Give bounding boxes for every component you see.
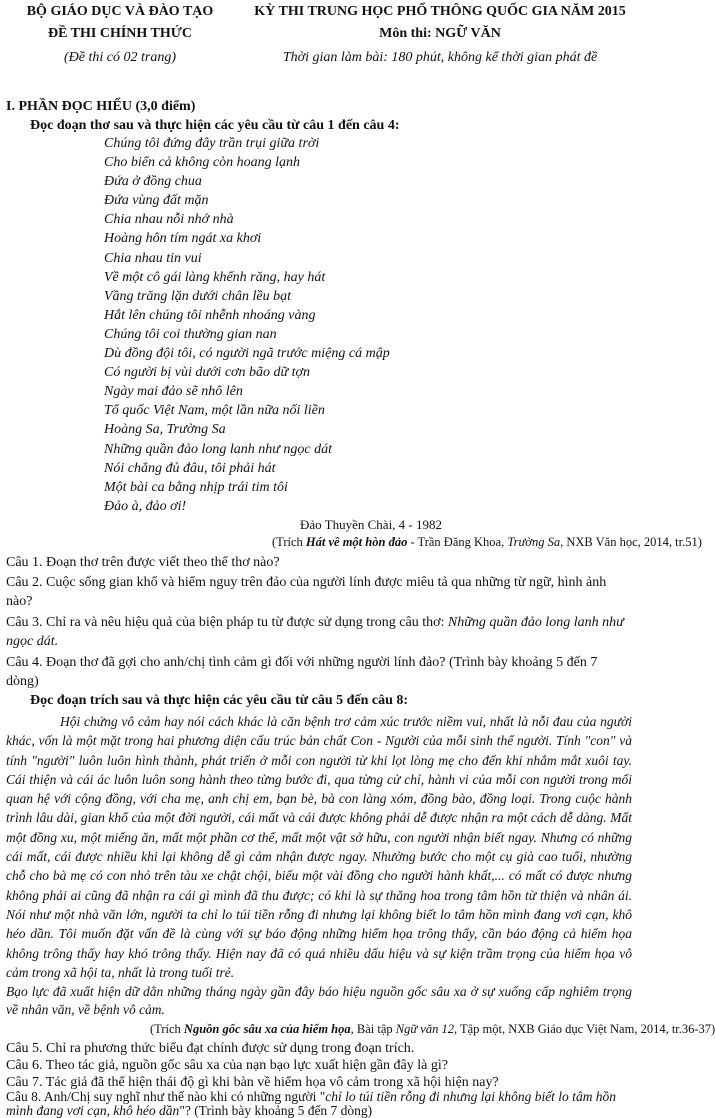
question-6: Câu 6. Theo tác giả, nguồn gốc sâu xa của nạn bạo lực xuất hiện gần đây là gì? — [6, 1058, 448, 1073]
poem-line: Hoàng Sa, Trường Sa — [104, 422, 226, 438]
poem-line: Chúng tôi đứng đây trần trụi giữa trời — [104, 136, 320, 151]
question-2: Câu 2. Cuộc sống gian khổ và hiểm nguy trên đảo của người lính được miêu tả qua những từ ngữ, hình ảnh nào? — [6, 575, 607, 609]
prose-paragraph-1: Hội chứng vô cảm hay nói cách khác là căn bệnh trơ cảm xúc trước niềm vui, nhất là nỗi đau của người khác, vốn là một mặt trong hai phương diện cấu trúc bản chất Con - Người của mỗi sinh thể người. Tính "con" và tính "người" luôn luôn hình thành, phát triển ở mỗi con người từ khi lọt lòng mẹ cho đến khi nhắm mắt xuôi tay. Cái thiện và cái ác luôn luôn song hành theo từng bước đi, qua từng cử chỉ, hành vi của mỗi con người trong mối quan hệ với cộng đồng, với cha mẹ, anh chị em, bạn bè, bà con làng xóm, đồng bào, đồng loại. Trong cuộc hành trình lâu dài, gian khổ của một đời người, cái mất và cái được không phải dễ được nhận ra một cách dễ dàng. Mất một đồng xu, một miếng ăn, mất một phần cơ thể, mất một vật sở hữu, con người nhận biết ngay. Nhưng có những cái mất, cái được nhiều khi lại không dễ gì cảm nhận được ngay. Nhường bước cho một cụ già cao tuổi, nhường chỗ cho bà mẹ có con nhỏ trên tàu xe chật chội, biếu một vài đồng cho người hành khất,... có mất có được nhưng không phải ai cũng đã nhận ra cái gì mình đã thu được; có khi là sự thăng hoa trong tâm hồn từ thiện và nhân ái. Nói như một nhà văn lớn, người ta chỉ lo túi tiền rỗng đi nhưng lại không biết lo tâm hồn mình đang vơi cạn, khô héo dần. Tôi muốn đặt vấn đề là cùng với sự báo động những hiểm họa trông thấy, cần báo động cả hiểm họa không trông thấy hay khó trông thấy. Hiện nay đã có quá nhiều dấu hiệu và sự kiện trầm trọng của hiểm họa vô cảm trong xã hội ta, nhất là trong tuổi trẻ. — [6, 714, 632, 980]
question-3: Câu 3. Chỉ ra và nêu hiệu quả của biện pháp tu từ được sử dụng trong câu thơ: Những quần đảo long lanh như ngọc dát. — [6, 615, 624, 649]
question-4: Câu 4. Đoạn thơ đã gợi cho anh/chị tình cảm gì đối với những người lính đảo? (Trình bày khoảng 5 đến 7 dòng) — [6, 655, 598, 689]
poem-instruction: Đọc đoạn thơ sau và thực hiện các yêu cầu từ câu 1 đến câu 4: — [30, 118, 400, 133]
prose-instruction: Đọc đoạn trích sau và thực hiện các yêu cầu từ câu 5 đến câu 8: — [30, 693, 409, 708]
prose-paragraph-2: Bạo lực đã xuất hiện dữ dằn những tháng ngày gần đây báo hiệu nguồn gốc sâu xa ở sự xuống cấp nghiêm trọng về nhân văn, về bệnh vô cảm. — [6, 984, 632, 1017]
poem-line: Nói chẳng đủ đâu, tôi phải hát — [104, 460, 276, 476]
poem-line: Một bài ca bằng nhịp trái tim tôi — [104, 479, 288, 495]
poem-line: Hắt lên chúng tôi nhễnh nhoáng vàng — [104, 307, 316, 323]
poem-line: Chia nhau tin vui — [104, 250, 202, 266]
header-left — [0, 4, 240, 70]
header-right — [240, 4, 640, 70]
poem-line: Đứa ở đồng chua — [104, 174, 202, 190]
question-7: Câu 7. Tác giả đã thể hiện thái độ gì khi bàn về hiểm họa vô cảm trong xã hội hiện nay? — [6, 1075, 499, 1090]
poem-line: Tổ quốc Việt Nam, một lần nữa nối liền — [104, 403, 325, 419]
question-1: Câu 1. Đoạn thơ trên được viết theo thể thơ nào? — [6, 555, 280, 570]
prose-citation: (Trích Nguồn gốc sâu xa của hiểm họa, Bài tập Ngữ văn 12, Tập một, NXB Giáo dục Việt Nam, 2014, tr.36-37) — [150, 1022, 715, 1036]
poem-line: Hoàng hôn tím ngát xa khơi — [104, 231, 262, 247]
question-5: Câu 5. Chỉ ra phương thức biểu đạt chính được sử dụng trong đoạn trích. — [6, 1041, 415, 1056]
subject: Môn thi: NGỮ VĂN — [379, 26, 501, 41]
poem — [104, 136, 390, 518]
exam-title: KỲ THI TRUNG HỌC PHỔ THÔNG QUỐC GIA NĂM 2015 — [254, 4, 626, 19]
poem-line: Vầng trăng lặn dưới chân lều bạt — [104, 288, 291, 304]
poem-line: Đứa vùng đất mặn — [104, 193, 209, 209]
poem-line: Cho biển cả không còn hoang lạnh — [104, 155, 300, 171]
pages-note: (Đề thi có 02 trang) — [64, 50, 176, 65]
poem-line: Về một cô gái làng khểnh răng, hay hát — [104, 269, 326, 285]
poem-line: Chúng tôi coi thường gian nan — [104, 326, 277, 342]
section-title: I. PHẦN ĐỌC HIỂU (3,0 điểm) — [6, 99, 196, 114]
poem-line: Những quần đảo long lanh như ngọc dát — [104, 441, 332, 457]
question-8: Câu 8. Anh/Chị suy nghĩ như thế nào khi có những người "chỉ lo túi tiền rỗng đi nhưng lại không biết lo tâm hồn mình đang vơi cạn, khô héo dần"? (Trình bày khoảng 5 đến 7 dòng) — [6, 1089, 617, 1118]
poem-line: Đảo à, đảo ơi! — [104, 498, 187, 514]
poem-author: Đảo Thuyền Chài, 4 - 1982 — [300, 517, 443, 532]
poem-line: Ngày mai đảo sẽ nhô lên — [104, 384, 243, 400]
poem-line: Chia nhau nỗi nhớ nhà — [104, 212, 234, 228]
poem-line: Dù đồng đội tôi, có người ngã trước miệng cá mập — [104, 346, 390, 362]
ministry-name: BỘ GIÁO DỤC VÀ ĐÀO TẠO — [26, 4, 214, 19]
duration: Thời gian làm bài: 180 phút, không kể thời gian phát đề — [282, 50, 598, 65]
poem-line: Có người bị vùi dưới cơn bão dữ tợn — [104, 365, 311, 381]
official-label: ĐỀ THI CHÍNH THỨC — [47, 26, 193, 41]
poem-citation: (Trích Hát về một hòn đảo - Trần Đăng Khoa, Trường Sa, NXB Văn học, 2014, tr.51) — [272, 535, 702, 549]
